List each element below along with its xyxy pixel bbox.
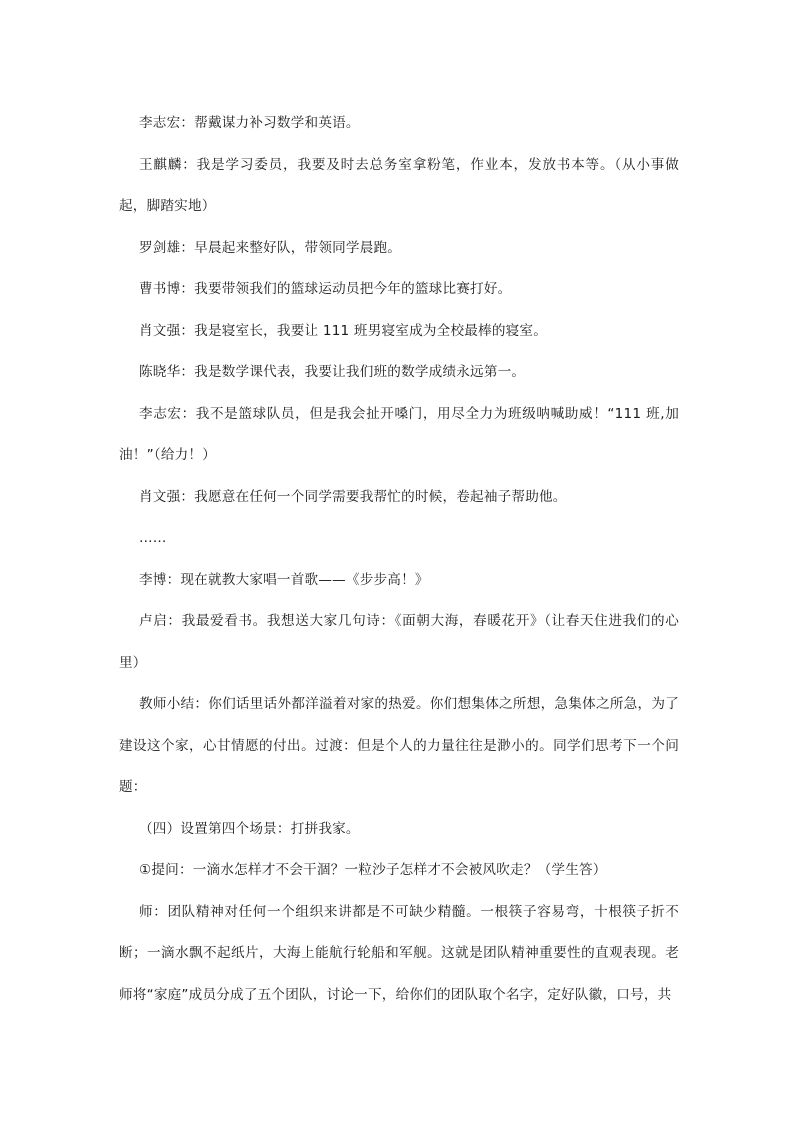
paragraph-9: 李博：现在就教大家唱一首歌——《步步高！》	[139, 571, 429, 588]
paragraph-12: ①提问：一滴水怎样才不会干涸？一粒沙子怎样才不会被风吹走？（学生答）	[139, 862, 607, 878]
paragraph-1: 李志宏：帮戴谋力补习数学和英语。	[139, 115, 360, 131]
paragraph-8: 肖文强：我愿意在任何一个同学需要我帮忙的时候，卷起袖子帮助他。	[139, 488, 567, 505]
paragraph-4: 曹书博：我要带领我们的篮球运动员把今年的篮球比赛打好。	[139, 281, 512, 297]
paragraph-11: 教师小结：你们话里话外都洋溢着对家的热爱。你们想集体之所想，急集体之所急，为了建设这个家，心甘情愿的付出。过渡：但是个人的力量往往是渺小的。同学们思考下一个问题：	[119, 696, 679, 795]
paragraph-3: 罗剑雄：早晨起来整好队，带领同学晨跑。	[139, 239, 402, 256]
paragraph-2: 王麒麟：我是学习委员，我要及时去总务室拿粉笔，作业本，发放书本等。（从小事做起，脚踏实地）	[119, 156, 679, 214]
section-heading: （四）设置第四个场景：打拼我家。	[139, 820, 360, 837]
paragraph-13: 师：团队精神对任何一个组织来讲都是不可缺少精髓。一根筷子容易弯，十根筷子折不断；一滴水飘不起纸片，大海上能航行轮船和军舰。这就是团队精神重要性的直观表现。老师将“家庭”成员分成了五个团队，讨论一下，给你们的团队取个名字，定好队徽，口号，共	[119, 903, 679, 1003]
paragraph-5: 肖文强：我是寝室长，我要让 111 班男寝室成为全校最棒的寝室。	[139, 322, 548, 339]
paragraph-10: 卢启：我最爱看书。我想送大家几句诗：《面朝大海，春暖花开》（让春天住进我们的心里）	[119, 613, 679, 671]
paragraph-6: 陈晓华：我是数学课代表，我要让我们班的数学成绩永远第一。	[139, 364, 526, 380]
document-body	[119, 103, 679, 1016]
paragraph-7: 李志宏：我不是篮球队员，但是我会扯开嗓门，用尽全力为班级呐喊助威！“111 班,加油！”（给力！）	[119, 405, 679, 463]
ellipsis-line: ……	[139, 530, 167, 546]
